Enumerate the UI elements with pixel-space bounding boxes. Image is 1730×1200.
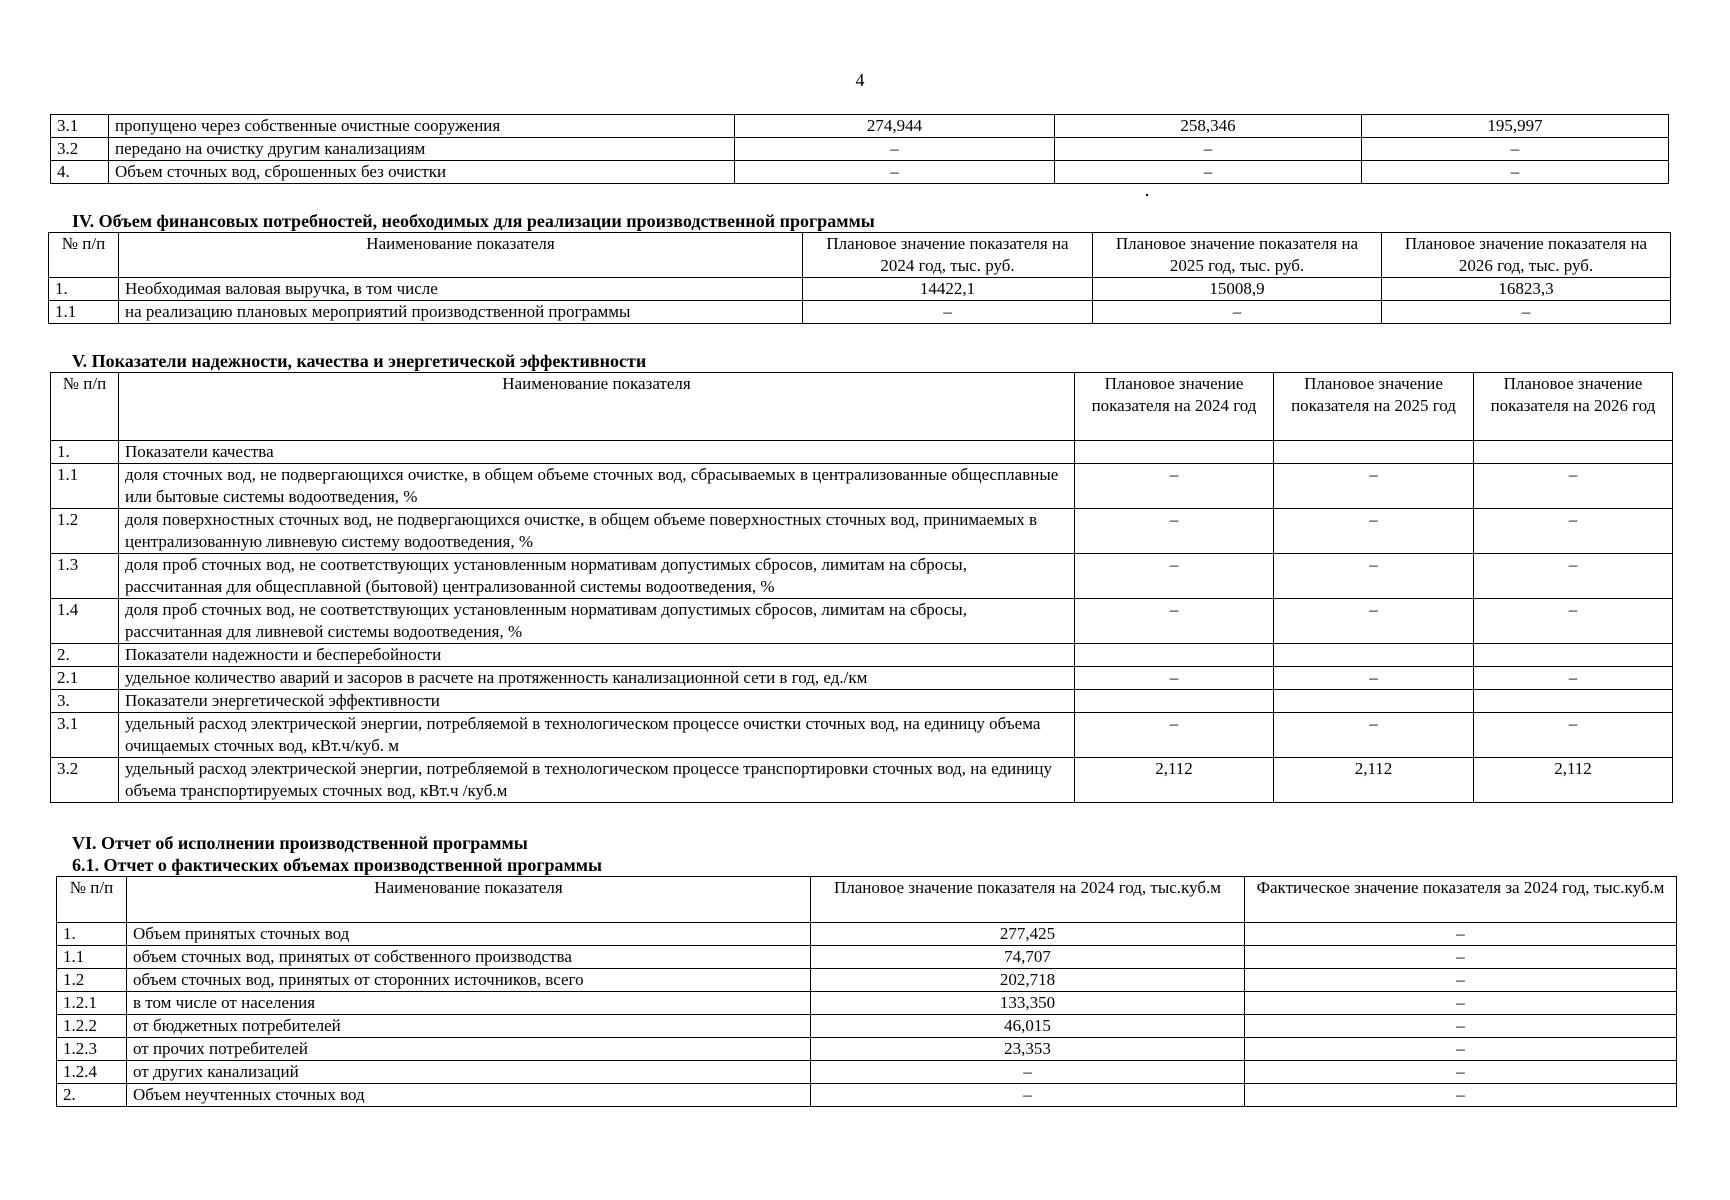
row-number: 1.4 (51, 599, 119, 644)
value-cell-v2: – (1274, 713, 1474, 758)
indicator-name: доля сточных вод, не подвергающихся очистке, в общем объеме сточных вод, сбрасываемых в централизованные общесплавные или бытовые системы водоотведения, % (119, 464, 1075, 509)
value-cell-v1: 46,015 (811, 1015, 1245, 1038)
row-number: 2.1 (51, 667, 119, 690)
indicator-name: Показатели качества (119, 441, 1075, 464)
value-cell-v3: – (1474, 554, 1673, 599)
value-cell-v3: – (1474, 464, 1673, 509)
value-cell-v1: 2,112 (1075, 758, 1274, 803)
section-6-title: VI. Отчет об исполнении производственной программы (72, 833, 528, 853)
value-cell-v1: – (1075, 599, 1274, 644)
value-cell-v1: – (1075, 667, 1274, 690)
section-5-title: V. Показатели надежности, качества и энергетической эффективности (72, 351, 647, 371)
value-cell-v1 (1075, 441, 1274, 464)
row-number: 1. (49, 278, 119, 301)
table-row (57, 946, 1677, 969)
table-row (57, 969, 1677, 992)
indicator-name: от бюджетных потребителей (127, 1015, 811, 1038)
value-cell-v3: – (1474, 667, 1673, 690)
row-number: 1. (57, 923, 127, 946)
value-cell-v3: – (1474, 509, 1673, 554)
value-cell-v1: – (735, 161, 1055, 184)
table-row (51, 690, 1673, 713)
indicator-name: доля поверхностных сточных вод, не подвергающихся очистке, в общем объеме поверхностных сточных вод, принимаемых в централизованную ливневую систему водоотведения, % (119, 509, 1075, 554)
table-row (51, 644, 1673, 667)
row-number: 1. (51, 441, 119, 464)
table-row (51, 599, 1673, 644)
value-cell-v2 (1274, 441, 1474, 464)
header-plan-2025: Плановое значение показателя на 2025 год, тыс. руб. (1093, 233, 1382, 278)
value-cell-v2: 258,346 (1055, 115, 1362, 138)
header-plan-2024: Плановое значение показателя на 2024 год, тыс. руб. (803, 233, 1093, 278)
value-cell-v3: – (1382, 301, 1671, 324)
value-cell-v2: 2,112 (1274, 758, 1474, 803)
row-number: 1.2.1 (57, 992, 127, 1015)
value-cell-v1: – (1075, 713, 1274, 758)
header-plan-2026: Плановое значение показателя на 2026 год (1474, 373, 1673, 441)
value-cell-v2: – (1245, 946, 1677, 969)
value-cell-v3 (1474, 644, 1673, 667)
indicator-name: Объем неучтенных сточных вод (127, 1084, 811, 1107)
value-cell-v1: 133,350 (811, 992, 1245, 1015)
value-cell-v1: – (1075, 464, 1274, 509)
row-number: 3.1 (51, 713, 119, 758)
section-4-title: IV. Объем финансовых потребностей, необходимых для реализации производственной программы (72, 211, 875, 231)
header-plan-2026: Плановое значение показателя на 2026 год, тыс. руб. (1382, 233, 1671, 278)
value-cell-v3 (1474, 441, 1673, 464)
table-row (51, 161, 1669, 184)
value-cell-v2 (1274, 690, 1474, 713)
value-cell-v1: – (1075, 554, 1274, 599)
value-cell-v1: 274,944 (735, 115, 1055, 138)
table-row (51, 667, 1673, 690)
header-no: № п/п (57, 877, 127, 923)
table-row (57, 1084, 1677, 1107)
table-row (57, 1015, 1677, 1038)
row-number: 1.1 (57, 946, 127, 969)
value-cell-v1 (1075, 690, 1274, 713)
value-cell-v1: 277,425 (811, 923, 1245, 946)
value-cell-v1: – (811, 1084, 1245, 1107)
value-cell-v1: – (735, 138, 1055, 161)
row-number: 1.2 (51, 509, 119, 554)
indicator-name: удельный расход электрической энергии, потребляемой в технологическом процессе транспортировки сточных вод, на единицу объема транспортируемых сточных вод, кВт.ч /куб.м (119, 758, 1075, 803)
value-cell-v2: – (1245, 992, 1677, 1015)
indicator-name: удельный расход электрической энергии, потребляемой в технологическом процессе очистки сточных вод, на единицу объема очищаемых сточных вод, кВт.ч/куб. м (119, 713, 1075, 758)
value-cell-v2: – (1245, 969, 1677, 992)
table-row (51, 509, 1673, 554)
value-cell-v2: 15008,9 (1093, 278, 1382, 301)
table-row (51, 554, 1673, 599)
table-row (51, 464, 1673, 509)
indicator-name: Объем принятых сточных вод (127, 923, 811, 946)
indicator-name: Показатели надежности и бесперебойности (119, 644, 1075, 667)
value-cell-v2 (1274, 644, 1474, 667)
header-no: № п/п (49, 233, 119, 278)
value-cell-v2: – (1245, 923, 1677, 946)
value-cell-v2: – (1274, 464, 1474, 509)
value-cell-v3: – (1474, 713, 1673, 758)
value-cell-v3 (1474, 690, 1673, 713)
header-name: Наименование показателя (127, 877, 811, 923)
header-actual-2024: Фактическое значение показателя за 2024 год, тыс.куб.м (1245, 877, 1677, 923)
value-cell-v2: – (1055, 161, 1362, 184)
value-cell-v2: – (1274, 509, 1474, 554)
row-number: 2. (51, 644, 119, 667)
page-number: 4 (855, 70, 865, 90)
value-cell-v2: – (1274, 554, 1474, 599)
row-number: 3.2 (51, 138, 109, 161)
table-row (49, 301, 1671, 324)
row-number: 3.2 (51, 758, 119, 803)
indicator-name: Объем сточных вод, сброшенных без очистки (109, 161, 735, 184)
table-row (51, 713, 1673, 758)
value-cell-v1: 74,707 (811, 946, 1245, 969)
value-cell-v1: 23,353 (811, 1038, 1245, 1061)
table-financial-needs (48, 232, 1671, 324)
table-row (51, 441, 1673, 464)
table-actual-volumes (56, 876, 1677, 1107)
stray-dot (1146, 194, 1148, 196)
table-row (49, 278, 1671, 301)
indicator-name: объем сточных вод, принятых от собственного производства (127, 946, 811, 969)
indicator-name: передано на очистку другим канализациям (109, 138, 735, 161)
header-plan-2024: Плановое значение показателя на 2024 год (1075, 373, 1274, 441)
value-cell-v3: 2,112 (1474, 758, 1673, 803)
value-cell-v2: – (1274, 599, 1474, 644)
value-cell-v1: – (1075, 509, 1274, 554)
value-cell-v1 (1075, 644, 1274, 667)
row-number: 3.1 (51, 115, 109, 138)
row-number: 1.1 (51, 464, 119, 509)
row-number: 1.1 (49, 301, 119, 324)
value-cell-v3: 16823,3 (1382, 278, 1671, 301)
table-reliability-quality (50, 372, 1673, 803)
value-cell-v2: – (1093, 301, 1382, 324)
row-number: 1.2.4 (57, 1061, 127, 1084)
value-cell-v3: – (1362, 138, 1669, 161)
header-plan-2024: Плановое значение показателя на 2024 год, тыс.куб.м (811, 877, 1245, 923)
value-cell-v3: – (1474, 599, 1673, 644)
table-row (51, 758, 1673, 803)
indicator-name: объем сточных вод, принятых от сторонних источников, всего (127, 969, 811, 992)
value-cell-v2: – (1245, 1061, 1677, 1084)
row-number: 2. (57, 1084, 127, 1107)
indicator-name: в том числе от населения (127, 992, 811, 1015)
table-row (57, 992, 1677, 1015)
indicator-name: удельное количество аварий и засоров в расчете на протяженность канализационной сети в год, ед./км (119, 667, 1075, 690)
header-no: № п/п (51, 373, 119, 441)
indicator-name: от других канализаций (127, 1061, 811, 1084)
value-cell-v2: – (1274, 667, 1474, 690)
row-number: 1.3 (51, 554, 119, 599)
row-number: 1.2 (57, 969, 127, 992)
row-number: 1.2.3 (57, 1038, 127, 1061)
row-number: 1.2.2 (57, 1015, 127, 1038)
value-cell-v1: 202,718 (811, 969, 1245, 992)
indicator-name: от прочих потребителей (127, 1038, 811, 1061)
section-6-1-title: 6.1. Отчет о фактических объемах производственной программы (72, 855, 603, 875)
row-number: 3. (51, 690, 119, 713)
indicator-name: Показатели энергетической эффективности (119, 690, 1075, 713)
value-cell-v2: – (1055, 138, 1362, 161)
table-row (57, 923, 1677, 946)
indicator-name: доля проб сточных вод, не соответствующих установленным нормативам допустимых сбросов, лимитам на сбросы, рассчитанная для ливневой системы водоотведения, % (119, 599, 1075, 644)
value-cell-v1: 14422,1 (803, 278, 1093, 301)
value-cell-v3: 195,997 (1362, 115, 1669, 138)
table-row (57, 1061, 1677, 1084)
table-continuation (50, 114, 1669, 184)
table-row (51, 138, 1669, 161)
value-cell-v2: – (1245, 1038, 1677, 1061)
row-number: 4. (51, 161, 109, 184)
value-cell-v2: – (1245, 1084, 1677, 1107)
value-cell-v3: – (1362, 161, 1669, 184)
value-cell-v2: – (1245, 1015, 1677, 1038)
header-plan-2025: Плановое значение показателя на 2025 год (1274, 373, 1474, 441)
value-cell-v1: – (803, 301, 1093, 324)
table-row (51, 115, 1669, 138)
indicator-name: пропущено через собственные очистные сооружения (109, 115, 735, 138)
indicator-name: на реализацию плановых мероприятий производственной программы (119, 301, 803, 324)
indicator-name: доля проб сточных вод, не соответствующих установленным нормативам допустимых сбросов, лимитам на сбросы, рассчитанная для общесплавной (бытовой) централизованной системы водоотведения, % (119, 554, 1075, 599)
header-name: Наименование показателя (119, 233, 803, 278)
table-row (57, 1038, 1677, 1061)
value-cell-v1: – (811, 1061, 1245, 1084)
indicator-name: Необходимая валовая выручка, в том числе (119, 278, 803, 301)
header-name: Наименование показателя (119, 373, 1075, 441)
